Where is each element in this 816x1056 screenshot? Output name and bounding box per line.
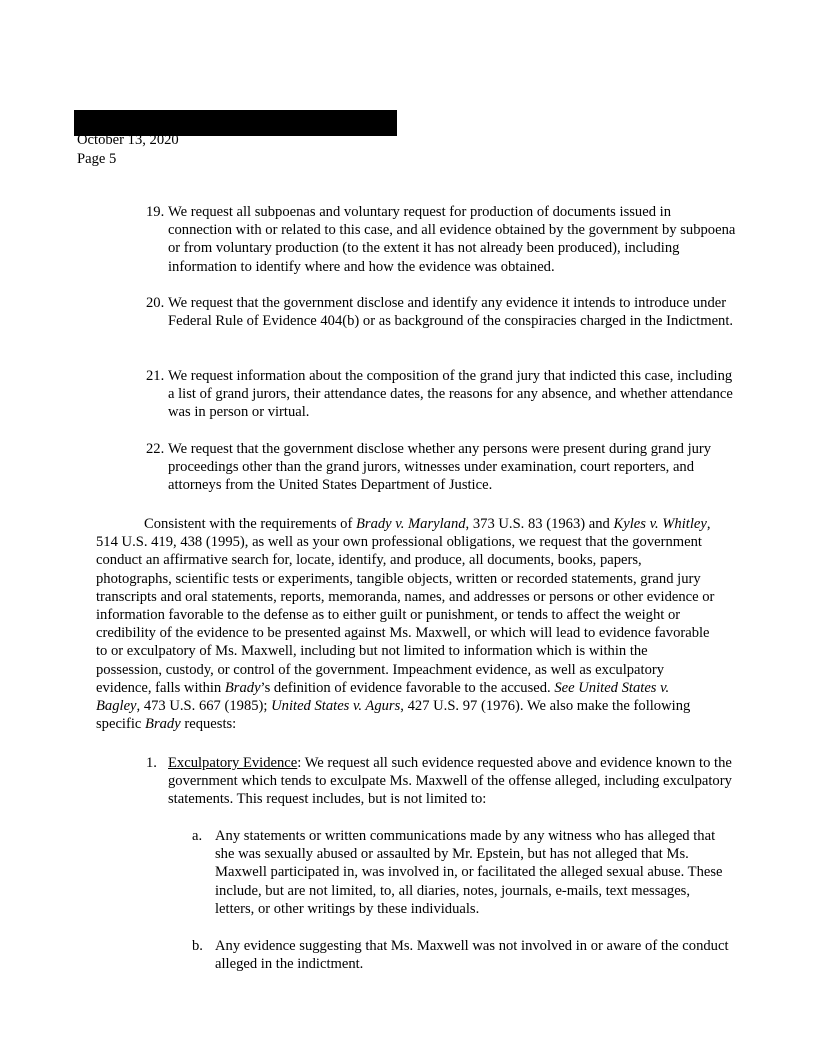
request-number: 22.: [146, 441, 165, 457]
item-number: 1.: [146, 755, 157, 771]
case-citation: Brady: [224, 679, 261, 696]
subitem-text: Any statements or written communications made by any witness who has alleged that she was sexually abused or assaulted by Mr. Epstein, but has not alleged that Ms. Maxwell participated in, was involved in, or facilitated the alleged sexual abuse. These include, but are not limited, to, all diaries, notes, journals, e-mails, text messages, letters, or other writings by these individuals.: [215, 828, 723, 917]
request-number: 21.: [146, 368, 165, 384]
request-text: We request that the government disclose and identify any evidence it intends to introduce under Federal Rule of Evidence 404(b) or as background of the conspiracies charged in the Indictment.: [168, 295, 734, 330]
case-citation: Brady: [145, 716, 181, 733]
case-citation: United States v. Agurs: [271, 698, 401, 715]
subitem-a: [192, 827, 732, 918]
request-item-19: [146, 203, 736, 276]
request-text: We request that the government disclose whether any persons were present during grand jury proceedings other than the grand jurors, witnesses under examination, court reporters, and attorneys from the United States Department of Justice.: [168, 441, 712, 494]
request-text: We request all subpoenas and voluntary request for production of documents issued in connection with or related to this case, and all evidence obtained by the government by subpoena or from voluntary production (to the extent it has not already been produced), including information to identify where and how the evidence was obtained.: [168, 204, 736, 275]
request-item-21: [146, 367, 736, 422]
subitem-b: [192, 937, 732, 973]
subitem-letter: a.: [192, 828, 203, 844]
subitem-letter: b.: [192, 938, 203, 954]
case-citation: See United States v. Bagley: [96, 679, 670, 715]
request-number: 20.: [146, 295, 165, 311]
case-citation: Kyles v. Whitley: [613, 516, 707, 532]
item-title: Exculpatory Evidence: [168, 755, 298, 771]
exculpatory-item: [146, 754, 736, 809]
letter-date: October 13, 2020: [77, 132, 179, 148]
request-item-20: [146, 294, 736, 330]
case-citation: Brady v. Maryland: [355, 516, 466, 532]
item-text: : We request all such evidence requested above and evidence known to the government which tends to exculpate Ms. Maxwell of the offense alleged, including exculpatory statements. This request includes, but is not limited to:: [168, 755, 732, 808]
letter-header: [77, 131, 179, 168]
request-item-22: [146, 440, 736, 495]
brady-paragraph: Consistent with the requirements of Brady v. Maryland, 373 U.S. 83 (1963) and Kyles v. Whitley, 514 U.S. 419, 438 (1995), as well as your own professional obligations, we request that the government conduct an affirmative search for, locate, identify, and produce, all documents, books, papers, photographs, scientific tests or experiments, tangible objects, written or recorded statements, grand jury transcripts and oral statements, reports, memoranda, names, and addresses or persons or other evidence or information favorable to the defense as to either guilt or punishment, or tends to affect the weight or credibility of the evidence to be presented against Ms. Maxwell, or which will lead to evidence favorable to or exculpatory of Ms. Maxwell, including but not limited to information which is within the possession, custody, or control of the government. Impeachment evidence, as well as exculpatory evidence, falls within Brady’s definition of evidence favorable to the accused. See United States v. Bagley, 473 U.S. 667 (1985); United States v. Agurs, 427 U.S. 97 (1976). We also make the following specific Brady requests:: [96, 516, 715, 733]
request-text: We request information about the composition of the grand jury that indicted this case, including a list of grand jurors, their attendance dates, the reasons for any absence, and whether attendance was in person or virtual.: [168, 368, 733, 421]
subitem-text: Any evidence suggesting that Ms. Maxwell was not involved in or aware of the conduct alleged in the indictment.: [215, 938, 729, 973]
page-number: Page 5: [77, 150, 117, 167]
request-number: 19.: [146, 204, 165, 220]
